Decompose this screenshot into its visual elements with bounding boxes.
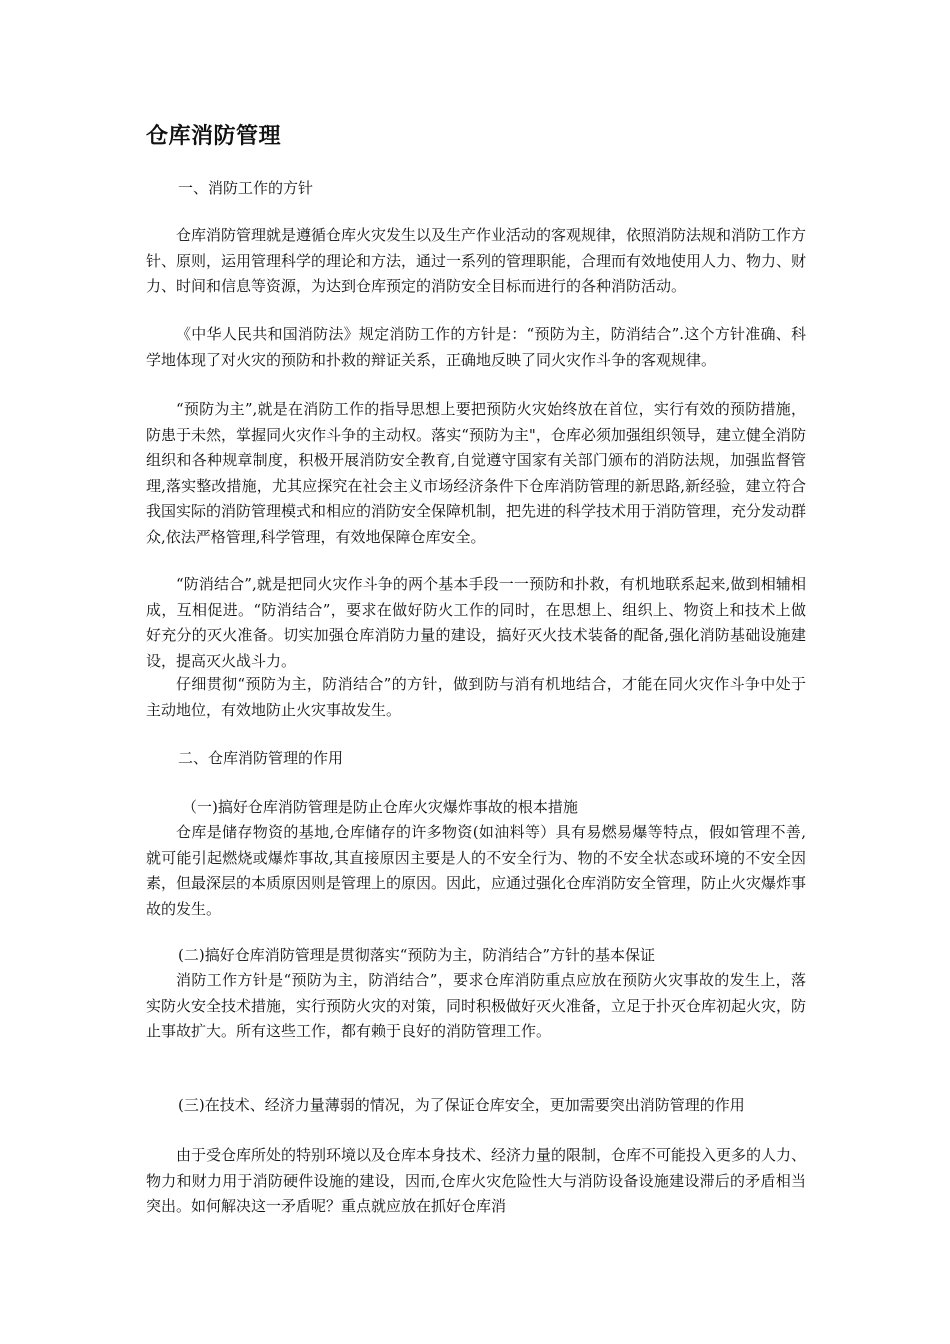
- section-2-subheading-3: (三)在技术、经济力量薄弱的情况，为了保证仓库安全，更加需要突出消防管理的作用: [178, 1096, 745, 1114]
- section-1-paragraph-4: “防消结合”,就是把同火灾作斗争的两个基本手段一一预防和扑救，有机地联系起来,做到相辅相成，互相促进。“防消结合”，要求在做好防火工作的同时，在思想上、组织上、物资上和技术上做好充分的灭火准备。切实加强仓库消防力量的建设，搞好灭火技术装备的配备,强化消防基础设施建设，提高灭火战斗力。: [146, 575, 806, 670]
- section-2-subheading-2: (二)搞好仓库消防管理是贯彻落实“预防为主，防消结合”方针的基本保证: [178, 946, 656, 964]
- section-1-heading: 一、消防工作的方针: [178, 179, 314, 197]
- section-2-body-2: 消防工作方针是“预防为主，防消结合”，要求仓库消防重点应放在预防火灾事故的发生上，落实防火安全技术措施，实行预防火灾的对策，同时积极做好灭火准备，立足于扑灭仓库初起火灾，防止事故扩大。所有这些工作，都有赖于良好的消防管理工作。: [146, 971, 807, 1041]
- section-2-heading: 二、仓库消防管理的作用: [178, 749, 344, 767]
- section-2-body-1: 仓库是储存物资的基地,仓库储存的许多物资(如油料等）具有易燃易爆等特点，假如管理不善,就可能引起燃烧或爆炸事故,其直接原因主要是人的不安全行为、物的不安全状态或环境的不安全因素，但最深层的本质原因则是管理上的原因。因此，应通过强化仓库消防安全管理，防止火灾爆炸事故的发生。: [146, 823, 807, 918]
- document-title: 仓库消防管理: [146, 124, 282, 149]
- section-2-subheading-1: （一)搞好仓库消防管理是防止仓库火灾爆炸事故的根本措施: [182, 798, 578, 816]
- section-1-paragraph-3: “预防为主”,就是在消防工作的指导思想上要把预防火灾始终放在首位，实行有效的预防措施，防患于未然，掌握同火灾作斗争的主动权。落实“预防为主"，仓库必须加强组织领导，建立健全消防组织和各种规章制度，积极开展消防安全教育,自觉遵守国家有关部门颁布的消防法规，加强监督管理,落实整改措施，尤其应探究在社会主义市场经济条件下仓库消防管理的新思路,新经验，建立符合我国实际的消防管理模式和相应的消防安全保障机制，把先进的科学技术用于消防管理，充分发动群众,依法严格管理,科学管理，有效地保障仓库安全。: [146, 400, 807, 546]
- section-1-paragraph-2: 《中华人民共和国消防法》规定消防工作的方针是：“预防为主，防消结合”.这个方针准确、科学地体现了对火灾的预防和扑救的辩证关系，正确地反映了同火灾作斗争的客观规律。: [146, 325, 806, 369]
- section-1-paragraph-1: 仓库消防管理就是遵循仓库火灾发生以及生产作业活动的客观规律，依照消防法规和消防工作方针、原则，运用管理科学的理论和方法，通过一系列的管理职能，合理而有效地使用人力、物力、财力、时间和信息等资源，为达到仓库预定的消防安全目标而进行的各种消防活动。: [146, 226, 807, 296]
- section-1-paragraph-5: 仔细贯彻“预防为主，防消结合”的方针，做到防与消有机地结合，才能在同火灾作斗争中处于主动地位，有效地防止火灾事故发生。: [146, 675, 806, 719]
- section-2-body-3: 由于受仓库所处的特别环境以及仓库本身技术、经济力量的限制，仓库不可能投入更多的人力、物力和财力用于消防硬件设施的建设，因而,仓库火灾危险性大与消防设备设施建设滞后的矛盾相当突出。如何解决这一矛盾呢？重点就应放在抓好仓库消: [146, 1146, 807, 1216]
